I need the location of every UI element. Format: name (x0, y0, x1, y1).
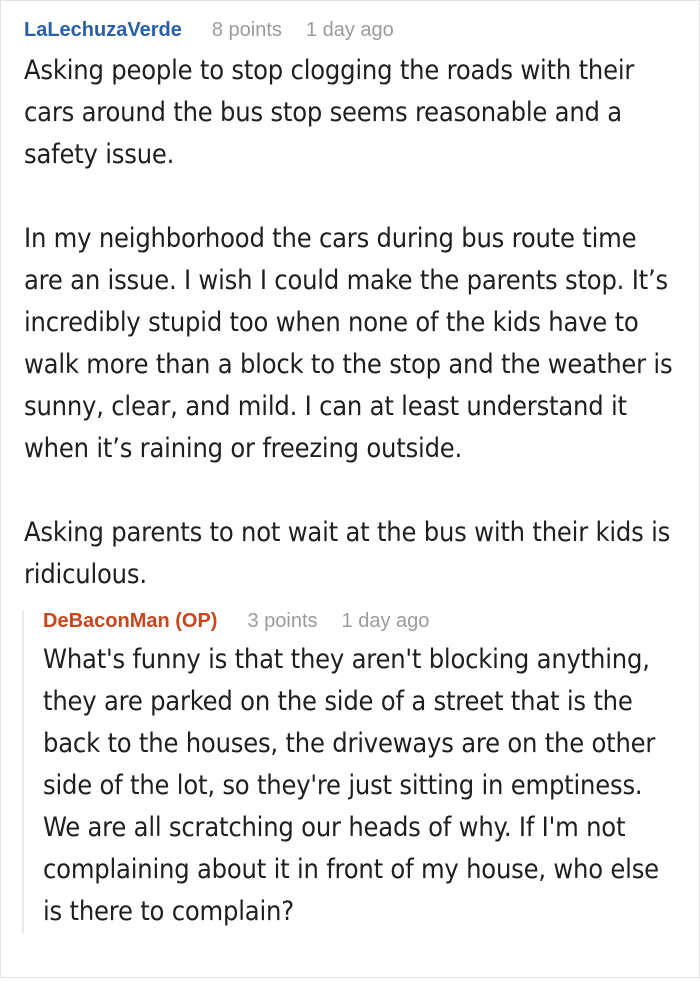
timestamp: 1 day ago (305, 19, 394, 41)
reply-comment-header (43, 610, 679, 633)
username-link-op[interactable]: DeBaconMan (OP) (43, 610, 218, 632)
points-label: 8 points (211, 19, 282, 41)
comment-header (24, 19, 679, 42)
comment-paragraph: Asking parents to not wait at the bus with their kids is ridiculous. (24, 517, 671, 590)
reply-comment (22, 610, 679, 933)
comment-paragraph: In my neighborhood the cars during bus route time are an issue. I wish I could make the parents stop. It’s incredibly stupid too when none of the kids have to walk more than a block to the stop and the weather is sunny, clear, and mild. I can at least understand it when it’s raining or freezing outside. (24, 223, 673, 464)
comment-paragraph: What's funny is that they aren't blocking anything, they are parked on the side of a street that is the back to the houses, the driveways are on the other side of the lot, so they're just sitting in emptiness. We are all scratching our heads of why. If I'm not complaining about it in front of my house, who else is there to complain? (43, 644, 659, 927)
comment-body (24, 50, 679, 596)
username-link[interactable]: LaLechuzaVerde (24, 19, 182, 41)
points-label: 3 points (247, 610, 318, 632)
timestamp: 1 day ago (341, 610, 430, 632)
comment-paragraph: Asking people to stop clogging the roads with their cars around the bus stop seems reasonable and a safety issue. (24, 55, 635, 170)
top-level-comment (24, 19, 679, 596)
reply-comment-body (43, 639, 679, 933)
